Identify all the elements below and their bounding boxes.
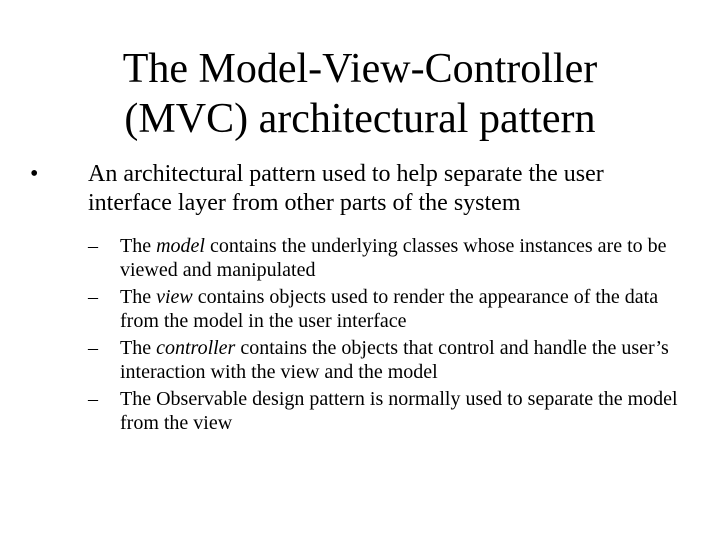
bullet-item	[30, 160, 690, 218]
sub-bullet-post: contains the underlying classes whose instances are to be viewed and manipulated	[120, 235, 667, 281]
title-line-1: The Model-View-Controller	[122, 46, 598, 92]
sub-bullet-pre: The Observable design pattern is normally used to separate the model from the view	[120, 388, 678, 434]
slide-title	[40, 44, 680, 144]
sub-bullet-em: model	[156, 235, 205, 257]
sub-bullet-item	[88, 336, 690, 384]
dash-icon: –	[88, 337, 98, 359]
bullet-list	[30, 160, 690, 438]
title-line-2: (MVC) architectural pattern	[124, 96, 596, 142]
sub-bullet-em: view	[156, 286, 193, 308]
dash-icon: –	[88, 388, 98, 410]
sub-bullet-pre: The	[120, 337, 157, 359]
dash-icon: –	[88, 235, 98, 257]
bullet-dot-icon: •	[30, 161, 39, 187]
sub-bullet-item	[88, 387, 690, 435]
sub-bullet-pre: The	[120, 286, 157, 308]
sub-bullet-post: contains the objects that control and handle the user’s interaction with the view and the model	[120, 337, 669, 383]
sub-bullet-pre: The	[120, 235, 157, 257]
sub-bullet-list	[30, 234, 690, 435]
sub-bullet-item	[88, 285, 690, 333]
bullet-text: An architectural pattern used to help separate the user interface layer from other parts of the system	[88, 161, 604, 216]
sub-bullet-post: contains objects used to render the appearance of the data from the model in the user interface	[120, 286, 659, 332]
dash-icon: –	[88, 286, 98, 308]
sub-bullet-item	[88, 234, 690, 282]
sub-bullet-em: controller	[156, 337, 236, 359]
